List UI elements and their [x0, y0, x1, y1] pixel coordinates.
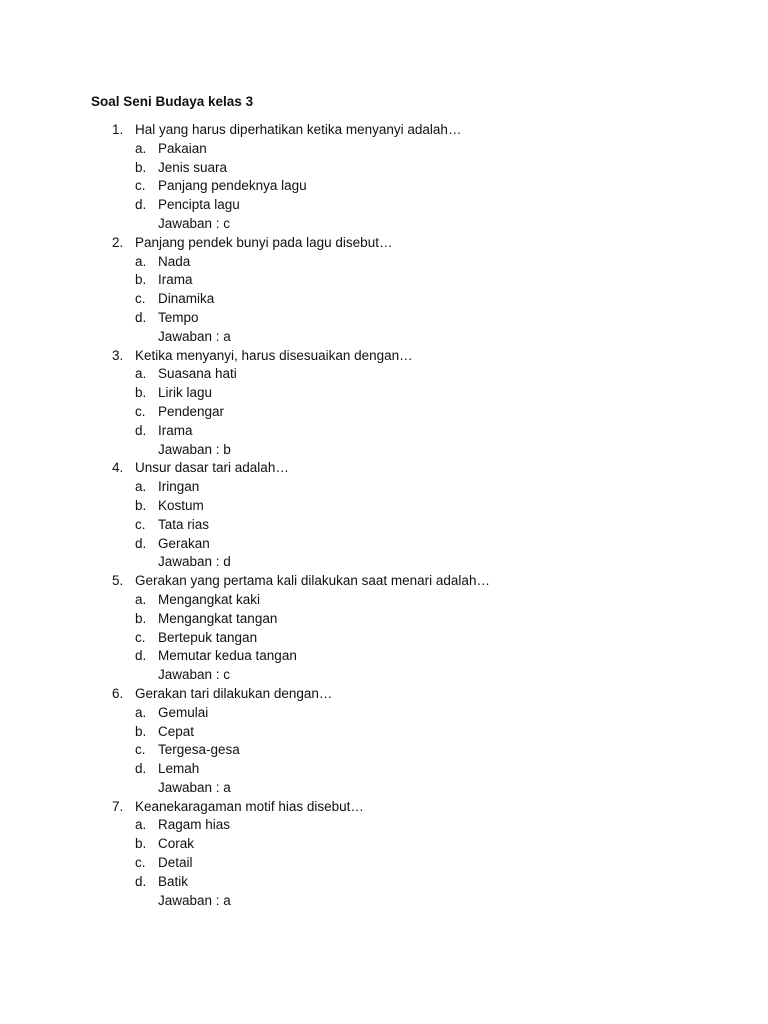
answer-option	[0, 610, 768, 629]
document-title: Soal Seni Budaya kelas 3	[91, 94, 254, 109]
option-text: Lirik lagu	[158, 385, 213, 401]
option-letter: c.	[135, 629, 146, 645]
option-letter: d.	[135, 535, 147, 551]
option-text: Tata rias	[158, 516, 210, 532]
option-letter: b.	[135, 497, 147, 513]
option-text: Memutar kedua tangan	[158, 648, 297, 664]
answer-option	[0, 271, 768, 290]
answer-option	[0, 647, 768, 666]
question-number: 6.	[112, 685, 124, 701]
option-text: Kostum	[158, 497, 204, 513]
answer-option	[0, 535, 768, 554]
question-text: Unsur dasar tari adalah…	[135, 460, 289, 476]
answer-option	[0, 365, 768, 384]
question-text: Panjang pendek bunyi pada lagu disebut…	[135, 234, 393, 250]
option-letter: a.	[135, 253, 147, 269]
option-text: Dinamika	[158, 291, 215, 307]
answer-key: Jawaban : d	[158, 554, 231, 570]
answer-key-line	[0, 892, 768, 911]
option-letter: c.	[135, 291, 146, 307]
question-number: 7.	[112, 798, 124, 814]
question-number: 1.	[112, 122, 124, 137]
answer-option	[0, 816, 768, 835]
question-item	[0, 798, 768, 817]
answer-option	[0, 403, 768, 422]
question-item	[0, 234, 768, 253]
option-letter: b.	[135, 385, 147, 401]
answer-key: Jawaban : a	[158, 779, 231, 795]
question-number: 3.	[112, 347, 124, 363]
question-number: 4.	[112, 460, 124, 476]
answer-option	[0, 253, 768, 272]
question-number: 2.	[112, 234, 124, 250]
answer-option	[0, 760, 768, 779]
answer-option	[0, 309, 768, 328]
answer-option	[0, 516, 768, 535]
option-text: Suasana hati	[158, 366, 237, 382]
answer-option	[0, 196, 768, 215]
option-letter: a.	[135, 591, 147, 607]
option-text: Pakaian	[158, 140, 207, 156]
question-list	[0, 121, 768, 910]
answer-key: Jawaban : c	[158, 667, 231, 683]
option-letter: d.	[135, 761, 147, 777]
question-number: 5.	[112, 573, 124, 589]
option-letter: b.	[135, 610, 147, 626]
option-text: Pencipta lagu	[158, 197, 240, 213]
answer-option	[0, 177, 768, 196]
answer-option	[0, 140, 768, 159]
option-text: Gemulai	[158, 704, 209, 720]
option-letter: c.	[135, 855, 146, 871]
option-letter: c.	[135, 742, 146, 758]
question-item	[0, 121, 768, 140]
option-letter: b.	[135, 836, 147, 852]
option-letter: d.	[135, 309, 147, 325]
answer-option	[0, 290, 768, 309]
option-letter: b.	[135, 272, 147, 288]
answer-option	[0, 384, 768, 403]
question-item	[0, 572, 768, 591]
answer-key-line	[0, 215, 768, 234]
answer-option	[0, 159, 768, 178]
option-letter: a.	[135, 817, 147, 833]
answer-option	[0, 873, 768, 892]
option-text: Corak	[158, 836, 195, 852]
option-text: Gerakan	[158, 535, 210, 551]
option-text: Mengangkat kaki	[158, 591, 261, 607]
answer-option	[0, 854, 768, 873]
question-item	[0, 459, 768, 478]
answer-option	[0, 478, 768, 497]
answer-option	[0, 741, 768, 760]
question-text: Gerakan yang pertama kali dilakukan saat menari adalah…	[135, 573, 490, 589]
option-text: Irama	[158, 272, 193, 288]
option-letter: a.	[135, 704, 147, 720]
option-text: Tergesa-gesa	[158, 742, 240, 758]
answer-option	[0, 704, 768, 723]
option-text: Cepat	[158, 723, 195, 739]
option-text: Iringan	[158, 479, 200, 495]
option-text: Tempo	[158, 309, 199, 325]
option-text: Batik	[158, 873, 189, 889]
question-text: Gerakan tari dilakukan dengan…	[135, 685, 333, 701]
answer-key-line	[0, 328, 768, 347]
option-text: Mengangkat tangan	[158, 610, 278, 626]
option-text: Pendengar	[158, 403, 225, 419]
answer-key: Jawaban : a	[158, 892, 231, 908]
option-letter: c.	[135, 403, 146, 419]
answer-key: Jawaban : c	[158, 215, 231, 231]
option-letter: b.	[135, 723, 147, 739]
option-letter: c.	[135, 516, 146, 532]
option-text: Nada	[158, 253, 191, 269]
option-letter: d.	[135, 422, 147, 438]
answer-option	[0, 723, 768, 742]
option-letter: a.	[135, 479, 147, 495]
option-text: Detail	[158, 855, 193, 871]
question-item	[0, 685, 768, 704]
question-text: Ketika menyanyi, harus disesuaikan dengan…	[135, 347, 413, 363]
question-text: Hal yang harus diperhatikan ketika menyanyi adalah…	[135, 122, 462, 137]
answer-option	[0, 422, 768, 441]
option-text: Lemah	[158, 761, 200, 777]
answer-key: Jawaban : b	[158, 441, 231, 457]
answer-option	[0, 629, 768, 648]
answer-key-line	[0, 553, 768, 572]
answer-key: Jawaban : a	[158, 328, 231, 344]
option-letter: a.	[135, 140, 147, 156]
option-text: Jenis suara	[158, 159, 228, 175]
answer-key-line	[0, 441, 768, 460]
question-text: Keanekaragaman motif hias disebut…	[135, 798, 364, 814]
option-letter: d.	[135, 648, 147, 664]
option-letter: d.	[135, 197, 147, 213]
answer-key-line	[0, 779, 768, 798]
option-letter: c.	[135, 178, 146, 194]
question-item	[0, 347, 768, 366]
option-text: Irama	[158, 422, 193, 438]
option-text: Bertepuk tangan	[158, 629, 258, 645]
answer-option	[0, 835, 768, 854]
option-text: Panjang pendeknya lagu	[158, 178, 307, 194]
option-letter: a.	[135, 366, 147, 382]
option-letter: d.	[135, 873, 147, 889]
answer-option	[0, 591, 768, 610]
option-letter: b.	[135, 159, 147, 175]
option-text: Ragam hias	[158, 817, 231, 833]
answer-key-line	[0, 666, 768, 685]
answer-option	[0, 497, 768, 516]
